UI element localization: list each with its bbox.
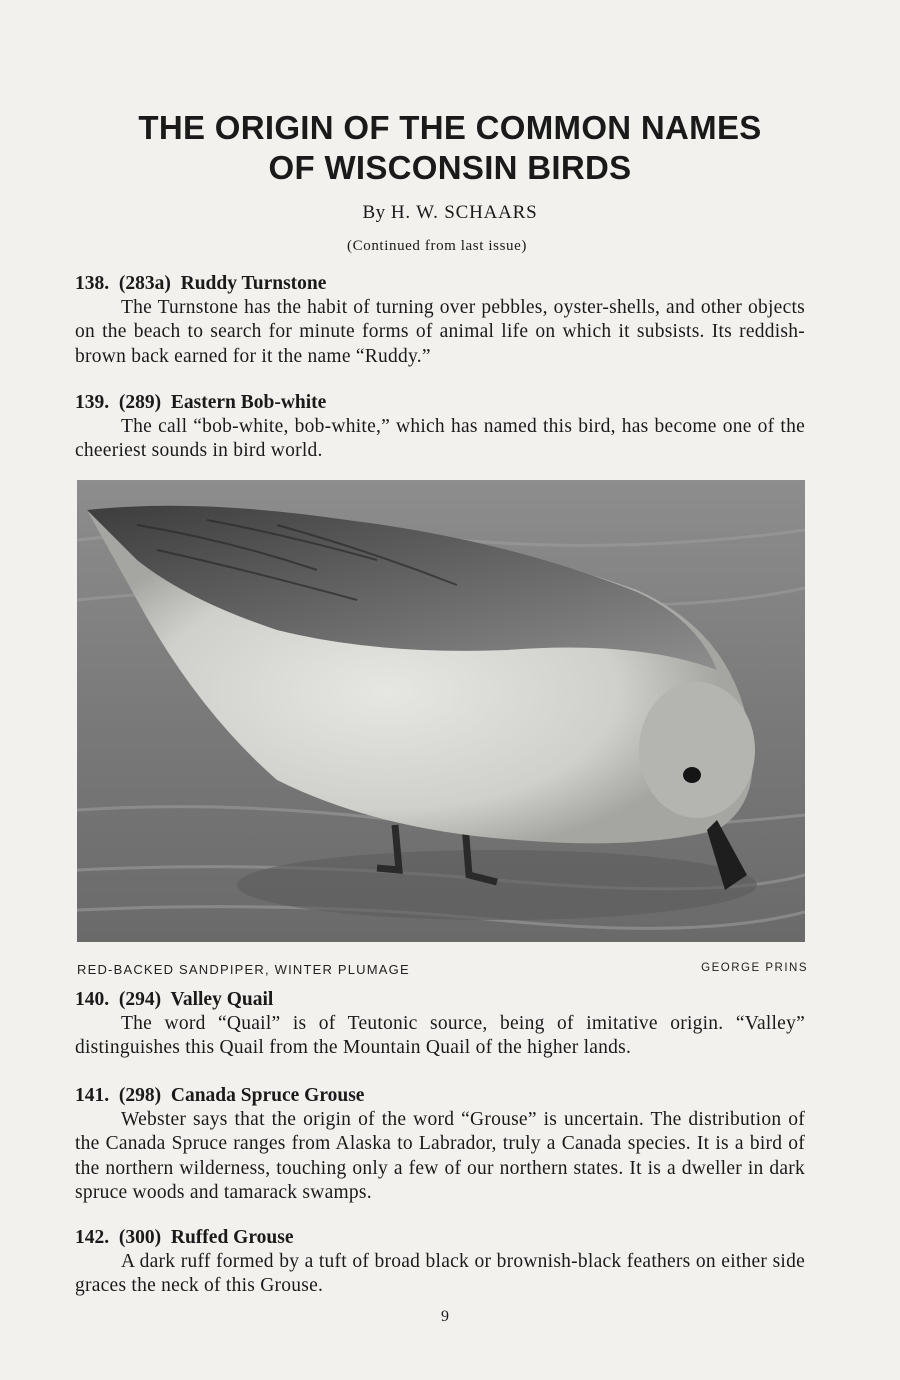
title-line-2: OF WISCONSIN BIRDS	[268, 149, 632, 186]
entry-heading	[75, 272, 805, 296]
entry-text: The call “bob-white, bob-white,” which has named this bird, has become one of the cheeriest sounds in bird world.	[75, 416, 805, 462]
continued-note: (Continued from last issue)	[347, 238, 527, 254]
entry-code: (300)	[118, 1227, 162, 1248]
entry-heading	[75, 391, 805, 415]
entry-heading	[75, 1084, 805, 1108]
entry-138	[75, 272, 805, 369]
entry-number: 138.	[75, 273, 110, 294]
entry-text: A dark ruff formed by a tuft of broad black or brownish-black feathers on either side graces the neck of this Grouse.	[75, 1251, 805, 1297]
entry-140	[75, 988, 805, 1061]
article-title	[60, 108, 840, 188]
entry-text: The Turnstone has the habit of turning over pebbles, oyster-shells, and other objects on the beach to search for minute forms of animal life on which it subsists. Its reddish-brown back earned for it the name “Ruddy.”	[75, 297, 805, 367]
photo-caption: RED-BACKED SANDPIPER, WINTER PLUMAGE	[77, 962, 410, 977]
title-line-1: THE ORIGIN OF THE COMMON NAMES	[138, 109, 762, 146]
entry-bird-name: Canada Spruce Grouse	[170, 1085, 365, 1106]
entry-code: (283a)	[118, 273, 171, 294]
photo-credit: GEORGE PRINS	[701, 962, 808, 974]
entry-141	[75, 1084, 805, 1205]
page-number: 9	[441, 1308, 449, 1325]
entry-text: The word “Quail” is of Teutonic source, being of imitative origin. “Valley” distinguishes this Quail from the Mountain Quail of the higher lands.	[75, 1013, 805, 1059]
entry-heading	[75, 1226, 805, 1250]
entry-bird-name: Ruddy Turnstone	[180, 273, 327, 294]
byline	[0, 202, 900, 224]
entry-text: Webster says that the origin of the word “Grouse” is uncertain. The distribution of the Canada Spruce ranges from Alaska to Labrador, truly a Canada species. It is a bird of the northern wilderness, touching only a few of our northern states. It is a dweller in dark spruce woods and tamarack swamps.	[75, 1109, 805, 1203]
entry-bird-name: Eastern Bob-white	[170, 392, 327, 413]
entry-code: (289)	[118, 392, 162, 413]
entry-142	[75, 1226, 805, 1299]
author-name: H. W. SCHAARS	[390, 202, 538, 223]
entry-bird-name: Ruffed Grouse	[170, 1227, 294, 1248]
entry-number: 139.	[75, 392, 110, 413]
entry-code: (298)	[118, 1085, 162, 1106]
entry-code: (294)	[118, 989, 162, 1010]
entry-number: 142.	[75, 1227, 110, 1248]
entry-number: 140.	[75, 989, 110, 1010]
sandpiper-illustration	[77, 480, 805, 942]
entry-bird-name: Valley Quail	[170, 989, 274, 1010]
entry-139	[75, 391, 805, 464]
sandpiper-photo	[77, 480, 805, 942]
entry-number: 141.	[75, 1085, 110, 1106]
entry-heading	[75, 988, 805, 1012]
byline-prefix: By	[362, 202, 386, 223]
